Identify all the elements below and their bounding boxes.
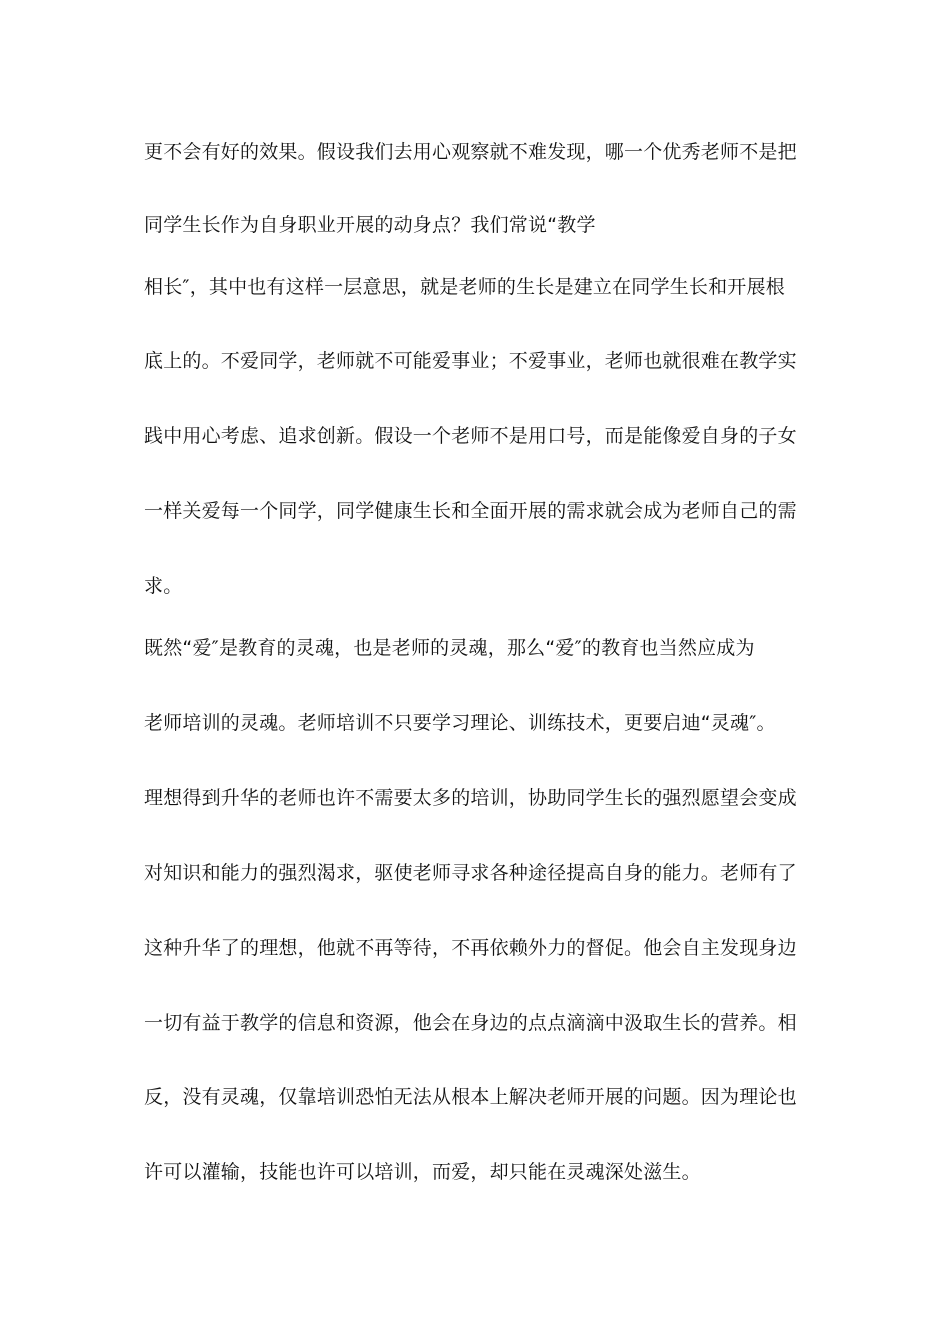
text-line-3: 相长″，其中也有这样一层意思，就是老师的生长是建立在同学生长和开展根 [144,276,785,298]
text-line-6: 一样关爱每一个同学，同学健康生长和全面开展的需求就会成为老师自己的需 [144,500,797,522]
text-line-10: 理想得到升华的老师也许不需要太多的培训，协助同学生长的强烈愿望会变成 [144,787,797,809]
text-line-11: 对知识和能力的强烈渴求，驱使老师寻求各种途径提高自身的能力。老师有了 [144,862,797,884]
text-line-2: 同学生长作为自身职业开展的动身点？我们常说“教学 [144,214,596,236]
text-line-15: 许可以灌输，技能也许可以培训，而爱，却只能在灵魂深处滋生。 [144,1161,701,1183]
text-line-1: 更不会有好的效果。假设我们去用心观察就不难发现，哪一个优秀老师不是把 [144,141,797,163]
text-line-13: 一切有益于教学的信息和资源，他会在身边的点点滴滴中汲取生长的营养。相 [144,1012,797,1034]
text-line-5: 践中用心考虑、追求创新。假设一个老师不是用口号，而是能像爱自身的子女 [144,425,797,447]
text-line-12: 这种升华了的理想，他就不再等待，不再依赖外力的督促。他会自主发现身边 [144,937,797,959]
text-line-4: 底上的。不爱同学，老师就不可能爱事业；不爱事业，老师也就很难在教学实 [144,350,797,372]
text-line-14: 反，没有灵魂，仅靠培训恐怕无法从根本上解决老师开展的问题。因为理论也 [144,1086,797,1108]
text-line-7: 求。 [144,575,183,597]
text-line-8: 既然“爱″是教育的灵魂，也是老师的灵魂，那么“爱″的教育也当然应成为 [144,637,755,659]
text-line-9: 老师培训的灵魂。老师培训不只要学习理论、训练技术，更要启迪“灵魂″。 [144,712,776,734]
